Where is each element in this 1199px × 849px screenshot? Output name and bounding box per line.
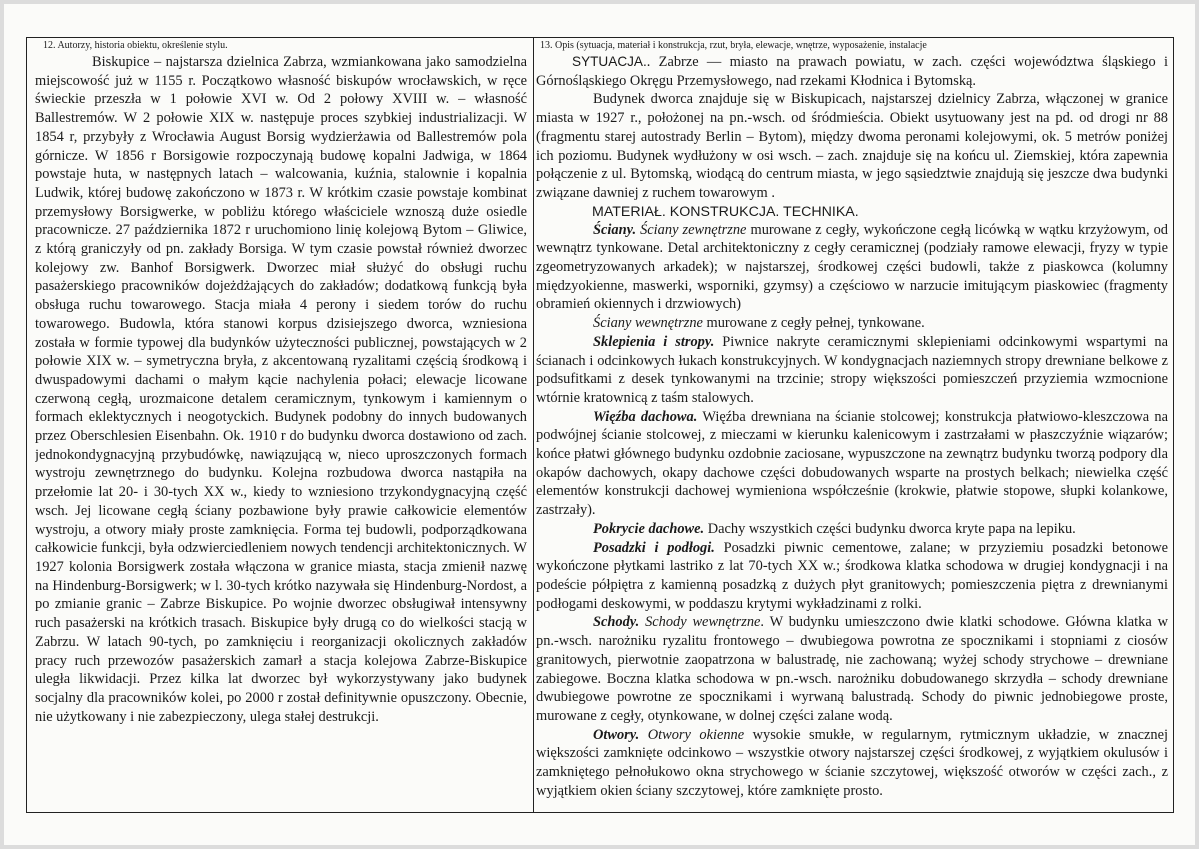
openings-label: Otwory. bbox=[593, 726, 640, 743]
roof-truss-paragraph bbox=[536, 408, 1170, 520]
roof-truss-label: Więźba dachowa. bbox=[593, 408, 698, 425]
stairs-paragraph bbox=[536, 613, 1170, 725]
history-paragraph: Biskupice – najstarsza dzielnica Zabrza, wzmiankowana jako samodzielna miejscowość już w 1155 r. Początkowo własność biskupów wrocławskich, w ręce świeckie przeszła w 1 połowie XVI w. Od 2 połowy XVIII w. – własność Ballestremów. W 2 połowie XIX w. następuje proces szybkiej industrializacji. W 1854 r, przybyły z Wrocławia August Borsig wydzierżawia od Ballestremów pola górnicze. W 1856 r Borsigowie rozpoczynają budowę kopalni Jadwiga, w 1864 powstaje huta, w następnych latach – walcowania, kuźnia, stalownie i kopalnia Ludwik, której budowę zakończono w 1873 r. W krótkim czasie powstaje kombinat przemysłowy Borsigwerke, w pobliżu którego właściciele wznoszą duże osiedle pracownicze. 27 października 1872 r uruchomiono linię kolejową Bytom – Gliwice, z którą graniczyły od pn. zakłady Borsiga. W tym czasie powstał również dworzec kolejowy zw. Banhof Borsigwerk. Dworzec miał służyć do obsługi ruchu pasażerskiego pracowników dojeżdżających do zakładów; dodatkową funkcją była obsługa ruchu towarowego. Stacja miała 4 perony i siedem torów do ruchu towarowego. Budowla, która stanowi korpus dzisiejszego dworca, wzniesiona została w formie typowej dla budynków użyteczności publicznej, powstających w 2 połowie XIX w. – symetryczna bryła, z akcentowaną ryzalitami częścią środkową i dwuspadowymi dachami o małym kącie nachylenia połaci; elewacje licowane czerwoną cegłą, urozmaicone detalem ceramicznym, tynkowym i kamiennym o formach eklektycznych i neogotyckich. Budynek podobny do innych budowanych przez Oberschlesien Eisenbahn. Ok. 1910 r do budynku dworca dostawiono od zach. jednokondygnacyjną przybudówkę, nawiązującą w, nieco uproszczonych formach wystroju zewnętrznego do budynku. Kolejna rozbudowa dworca nastąpiła na przełomie lat 20- i 30-tych XX w., kiedy to wzniesiono trzykondygnacyjną część wsch. Jej licowane cegłą ściany pozbawione były prawie całkowicie elementów wystroju, a otwory miały proste zamknięcia. Forma tej budowli, podporządkowana całkowicie funkcji, była odzwierciedleniem nowych tendencji architektonicznych. W 1927 kolonia Borsigwerk została włączona w granice miasta, stacja zmienił nazwę na Hindenburg-Borsigwerk; w l. 30-tych krótko nazywała się Hindenburg-Nordost, a po zmianie granic – Zabrze Biskupice. Po wojnie dworzec obsługiwał intensywny ruch pasażerski na krótkich trasach. Biskupice były drugą co do wielkości stacją w Zabrzu. W latach 90-tych, po zamknięciu i reorganizacji okolicznych zakładów pracy ruch przewozów pasażerskich zamarł a stacja kolejowa Zabrze-Biskupice uległa likwidacji. Przez kilka lat dworzec był wykorzystywany jako budynek socjalny dla pracowników kolei, po 2000 r został definitywnie opuszczony. Obecnie, nie użytkowany i nie zabezpieczony, ulega stałej destrukcji. bbox=[35, 54, 527, 725]
situation-paragraph bbox=[536, 53, 1170, 90]
exterior-walls-subhead: Ściany zewnętrzne bbox=[640, 221, 747, 238]
situation-label: SYTUACJA. bbox=[572, 54, 647, 69]
location-paragraph: Budynek dworca znajduje się w Biskupicach, najstarszej dzielnicy Zabrza, włączonej w granice miasta w 1927 r., położonej na pn.-wsch. od śródmieścia. Obiekt usytuowany jest na pd. od drogi nr 88 (fragmentu starej autostrady Berlin – Bytom), między dwoma peronami kolejowymi, ok. 5 metrów poniżej ich poziomu. Budynek wydłużony w osi wsch. – zach. znajduje się na końcu ul. Ziemskiej, która zapewnia połączenie z ul. Bytomską, wiodącą do centrum miasta, w jego sąsiedztwie znajdują się jeszcze dwa budynki związane dawniej z ruchem towarowym . bbox=[536, 91, 1168, 201]
roof-truss-text: Więźba drewniana na ścianie stolcowej; konstrukcja płatwiowo-kleszczowa na podwójnej ścianie stolcowej, z mieczami w kierunku kalenicowym i zastrzałami w płaszczyźnie wiązarów; końce płatwi głównego budynku ozdobnie zaciosane, wypuszczone na zewnątrz budynku tworzą podpory dla okapów dachowych, okapy dachowe części dobudowanych wsparte na prostych belkach; niewielka część elementów konstrukcji dachowej wymieniona współcześnie (krokwie, płatwie stopowe, słupki kolankowe, zastrzały). bbox=[536, 408, 1168, 519]
roofing-paragraph bbox=[536, 520, 1170, 539]
walls-paragraph bbox=[536, 221, 1170, 315]
interior-stairs-subhead: Schody wewnętrzne bbox=[645, 614, 761, 631]
stairs-text: . W budynku umieszczono dwie klatki schodowe. Główna klatka w pn.-wsch. narożniku ryzalitu frontowego – dwubiegowa powrotna ze spocznikami i stopniami z ciosów granitowych, pierwotnie zaopatrzona w balustradę, nie zachowaną; wyżej schody strychowe – drewniane zabiegowe. Boczna klatka schodowa w pn.-wsch. narożniku dobudowanego skrzydła – schody drewniane dwubiegowe powrotne ze spocznikami i wyrwaną balustradą. Schody do piwnic jednobiegowe proste, murowane z cegły, otynkowane, w dolnej części zalane wodą. bbox=[536, 614, 1168, 724]
openings-text: wysokie smukłe, w regularnym, rytmicznym układzie, w znacznej większości zamknięte odcinkowo – wszystkie otwory najstarszej części środkowej, z wyjątkiem okulusów i zamkniętego pełnołukowo okna strychowego w ścianie szczytowej, większość otworów w części zach., z wyjątkiem okien ściany szczytowej, które zamknięte prosto. bbox=[536, 726, 1168, 799]
openings-paragraph bbox=[536, 726, 1170, 801]
window-openings-subhead: Otwory okienne bbox=[647, 726, 745, 743]
vaults-paragraph bbox=[536, 333, 1170, 408]
left-column bbox=[35, 39, 529, 809]
situation-text: . Zabrze — miasto na prawach powiatu, w zach. części województwa śląskiego i Górnośląskiego Okręgu Przemysłowego, nad rzekami Kłodnica i Bytomską. bbox=[536, 54, 1168, 89]
floors-text: Posadzki piwnic cementowe, zalane; w przyziemiu posadzki betonowe wykończone płytkami lastriko z lat 70-tych XX w.; środkowa klatka schodowa w drugiej kondygnacji i na podeście półpiętra z kamienną posadzką z dużych płyt granitowych; pomieszczenia piętra z drewnianymi podłogami deskowymi, w poddaszu krytymi wykładzinami z rolki. bbox=[536, 539, 1168, 612]
walls-label: Ściany. bbox=[593, 221, 637, 238]
roofing-text: Dachy wszystkich części budynku dworca kryte papa na lepiku. bbox=[704, 520, 1076, 537]
floors-label: Posadzki i podłogi. bbox=[593, 539, 715, 556]
vaults-text: Piwnice nakryte ceramicznymi sklepieniami odcinkowymi wspartymi na ścianach i odcinkowych łukach konstrukcyjnych. W kondygnacjach naziemnych stropy drewniane belkowe z podsufitkami z desek tynkowanymi na trzcinie; stropy większości pomieszczeń przyziemia wzmocnione wtórnie kratownicą z taśm stalowych. bbox=[536, 333, 1168, 406]
interior-walls-subhead: Ściany wewnętrzne bbox=[593, 315, 703, 332]
interior-walls-paragraph bbox=[536, 314, 1170, 333]
section-12-header: 12. Autorzy, historia obiektu, określenie stylu. bbox=[43, 40, 228, 51]
material-heading: MATERIAŁ. KONSTRUKCJA. TECHNIKA. bbox=[592, 203, 859, 220]
roofing-label: Pokrycie dachowe. bbox=[593, 520, 705, 537]
right-column bbox=[536, 39, 1170, 809]
exterior-walls-text: murowane z cegły, wykończone cegłą licówką w wątku krzyżowym, od wewnątrz tynkowane. Detal architektoniczny z cegły ceramicznej (podziały ramowe elewacji, fryzy w typie zgeometryzowanych arkadek); w najstarszej, środkowej części budowli, także z piaskowca (kolumny międzyokienne, maswerki, wsporniki, gzymsy) a częściowo w narzucie imitującym piaskowiec (fragmenty obramień okiennych i drzwiowych) bbox=[536, 221, 1168, 313]
vaults-label: Sklepienia i stropy. bbox=[593, 333, 715, 350]
floors-paragraph bbox=[536, 539, 1170, 614]
section-13-header: 13. Opis (sytuacja, materiał i konstrukcja, rzut, bryła, elewacje, wnętrze, wyposażenie, instalacje bbox=[540, 40, 927, 51]
interior-walls-text: murowane z cegły pełnej, tynkowane. bbox=[702, 315, 925, 332]
stairs-label: Schody. bbox=[593, 614, 640, 631]
column-divider bbox=[533, 37, 534, 813]
document-sheet bbox=[4, 4, 1195, 845]
